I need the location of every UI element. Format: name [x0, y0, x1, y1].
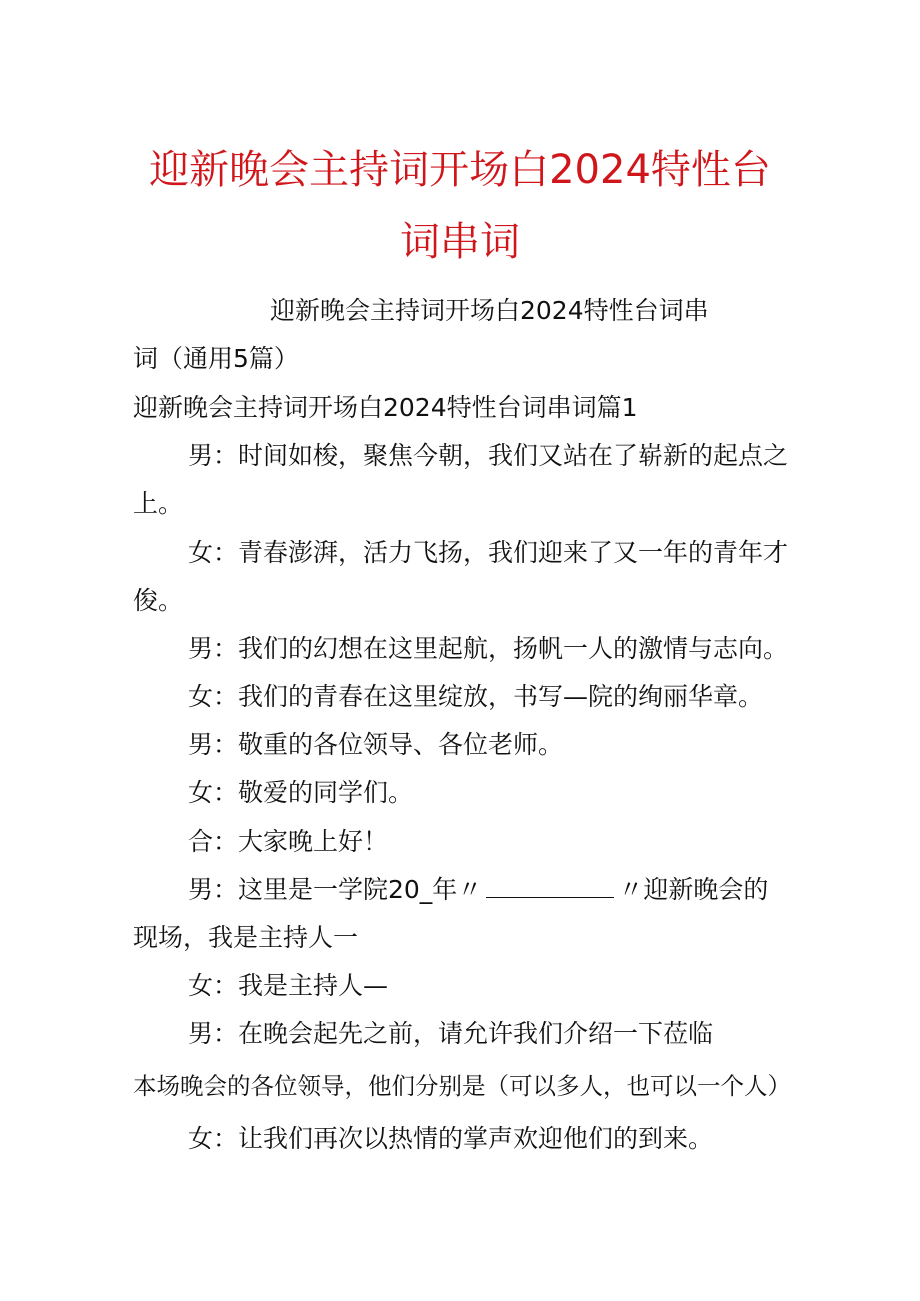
- paragraph-line: 男：敬重的各位领导、各位老师。: [188, 730, 564, 759]
- document-title-line-1: 迎新晚会主持词开场白2024特性台: [149, 147, 771, 193]
- event-line-suffix: 〃迎新晚会的: [618, 875, 769, 904]
- paragraph-line: 俊。: [133, 586, 184, 615]
- intro-line-1: 男：在晚会起先之前，请允许我们介绍一下莅临: [188, 1019, 714, 1048]
- subtitle-line-1: 迎新晚会主持词开场白2024特性台词串: [270, 296, 709, 325]
- host2-line: 女：我是主持人—: [188, 971, 389, 1000]
- fill-in-blank: [486, 877, 614, 898]
- paragraph-line: 女：我们的青春在这里绽放，书写—院的绚丽华章。: [188, 682, 764, 711]
- paragraph-line: 男：时间如梭，聚焦今朝，我们又站在了崭新的起点之: [188, 441, 789, 470]
- document-title-line-2: 词串词: [400, 219, 520, 265]
- event-line: [188, 877, 768, 902]
- paragraph-line: 上。: [133, 489, 184, 518]
- welcome-line: 女：让我们再次以热情的掌声欢迎他们的到来。: [188, 1124, 714, 1153]
- event-line-prefix: 男：这里是一学院20_年〃: [188, 875, 483, 904]
- paragraph-line: 女：敬爱的同学们。: [188, 778, 414, 807]
- subtitle-line-2: 词（通用5篇）: [133, 344, 299, 373]
- section-heading: 迎新晚会主持词开场白2024特性台词串词篇1: [133, 393, 638, 422]
- paragraph-line: 合：大家晚上好！: [188, 827, 389, 856]
- paragraph-line: 男：我们的幻想在这里起航，扬帆一人的激情与志向。: [188, 634, 789, 663]
- paragraph-line: 女：青春澎湃，活力飞扬，我们迎来了又一年的青年才: [188, 538, 789, 567]
- event-line-continued: 现场，我是主持人一: [133, 923, 359, 952]
- intro-line-2: 本场晚会的各位领导，他们分别是（可以多人，也可以一个人）: [133, 1072, 791, 1100]
